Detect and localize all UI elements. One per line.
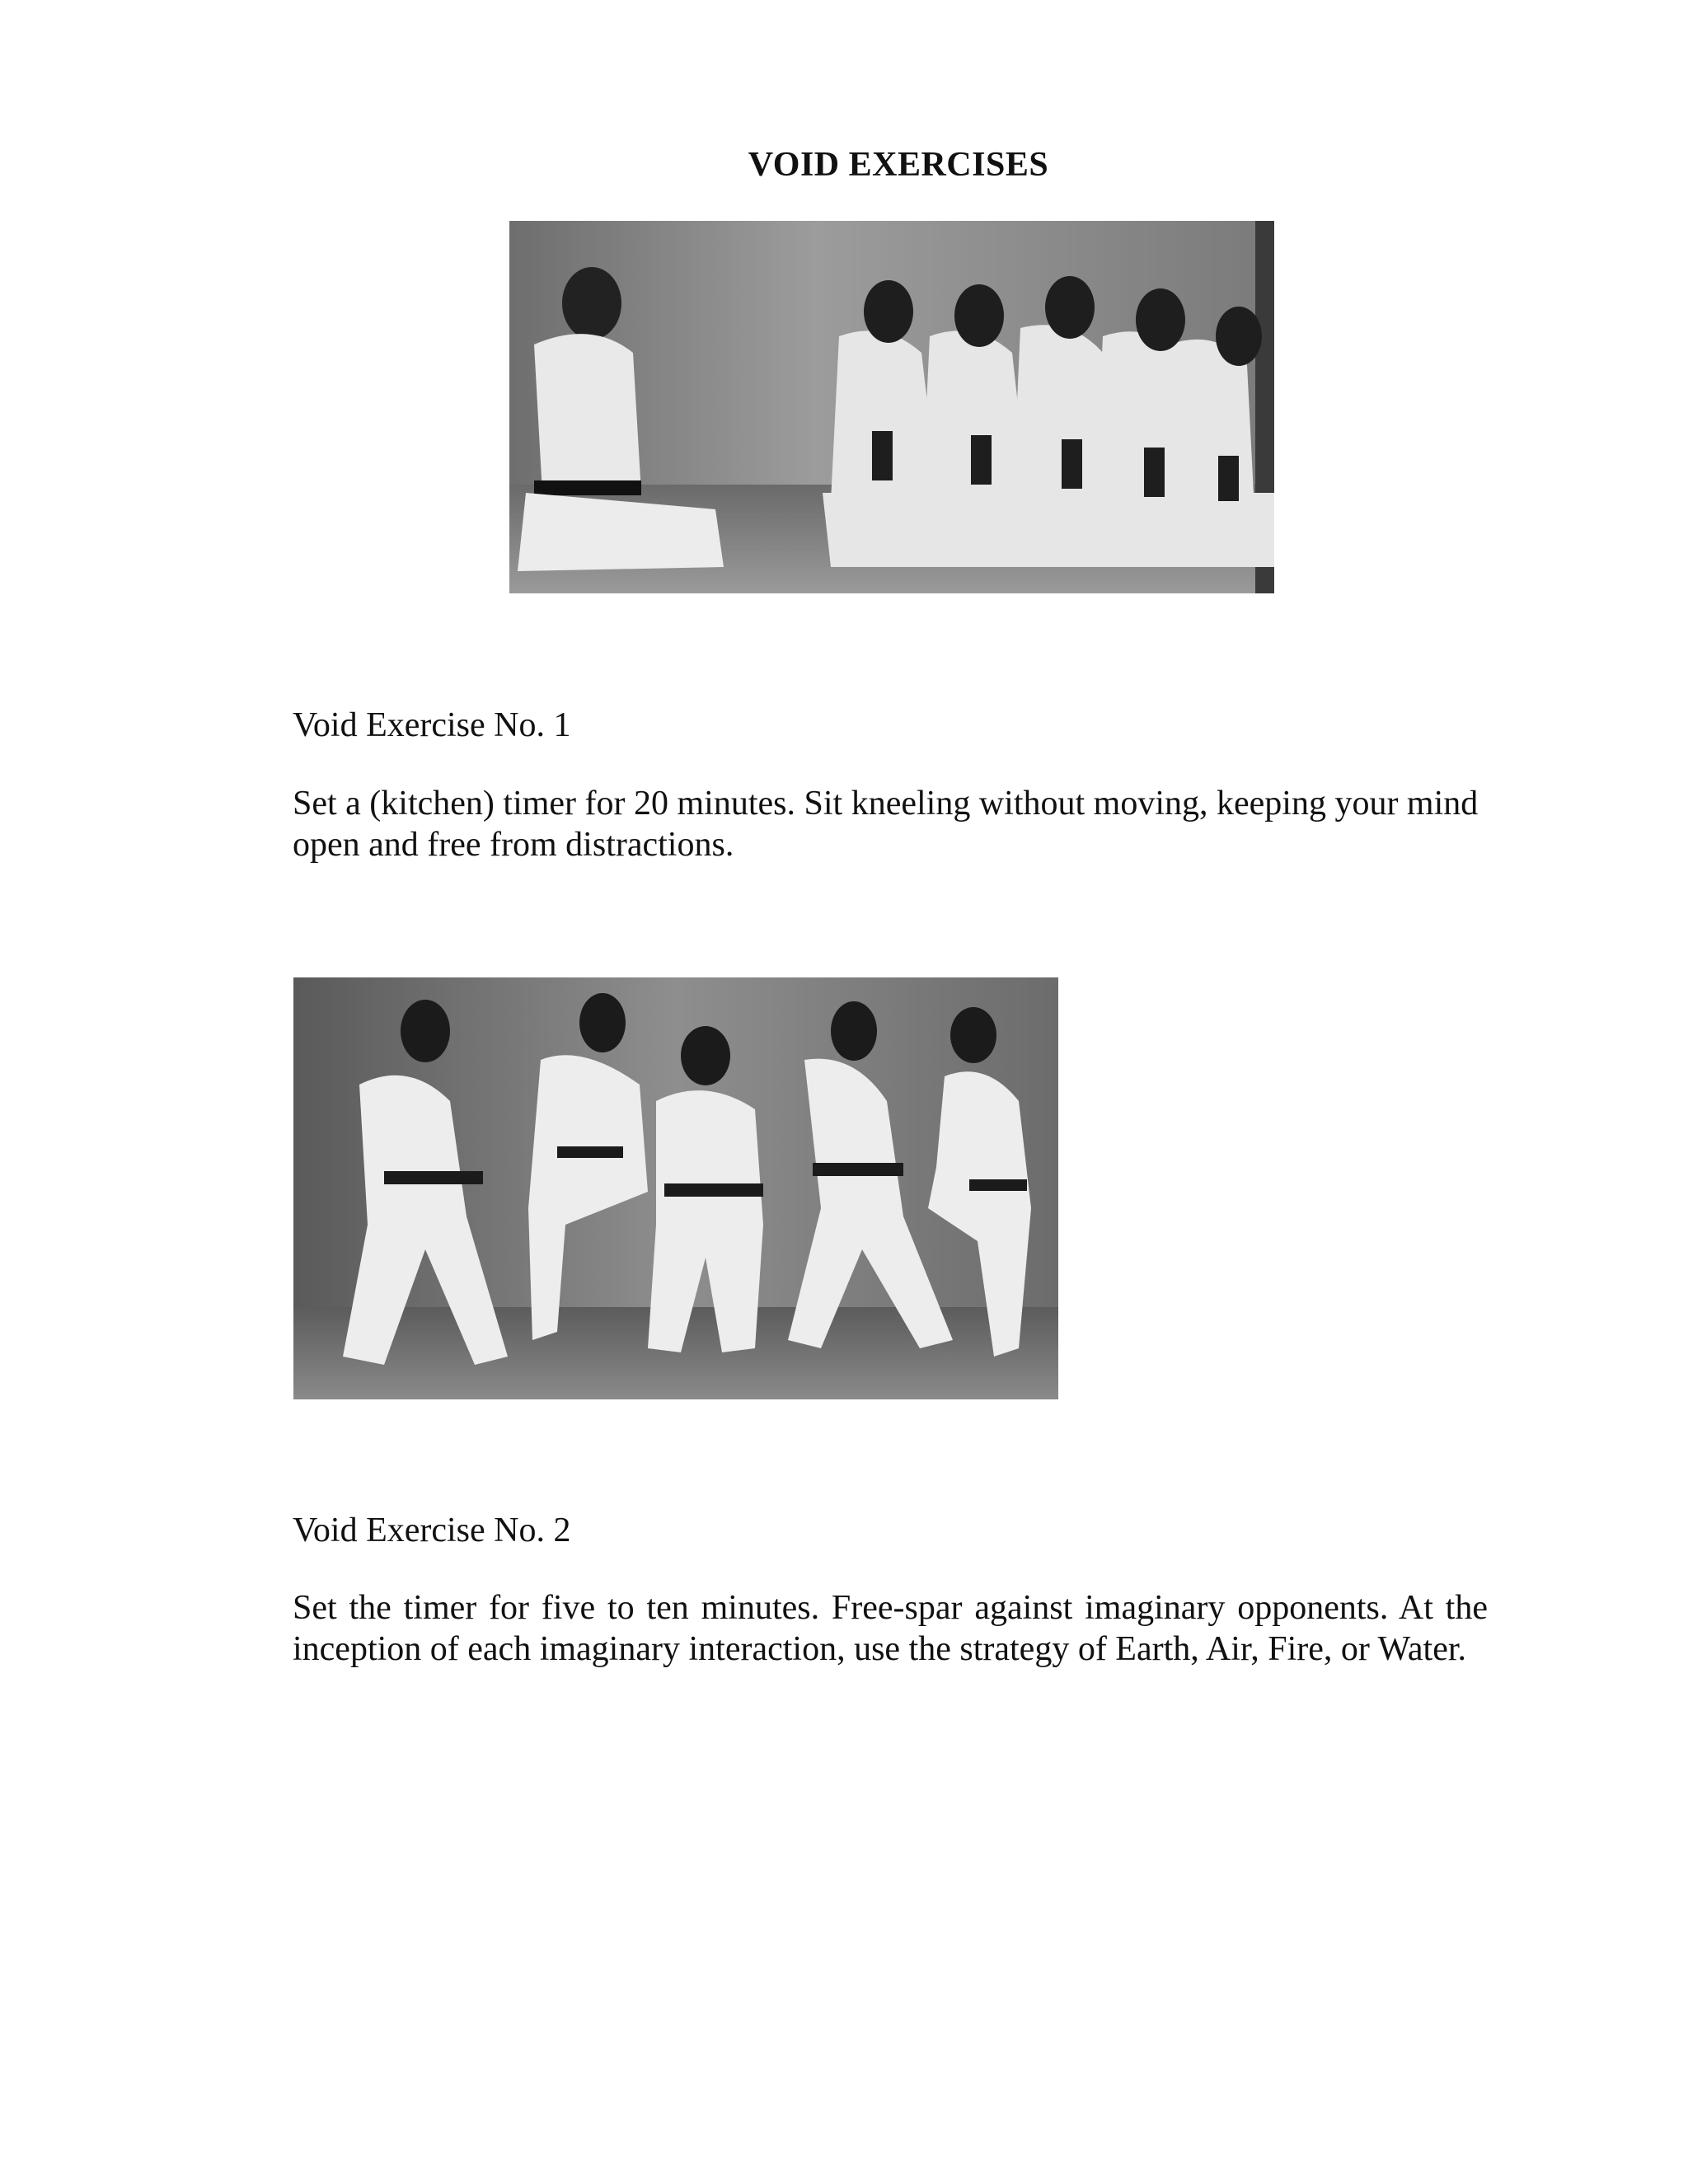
kneeling-class-photo: [509, 221, 1274, 593]
exercise-1-text: Set a (kitchen) timer for 20 minutes. Sit kneeling without moving, keeping your mind open and free from distractions.: [293, 785, 1479, 864]
page-title: VOID EXERCISES: [748, 146, 1049, 184]
sparring-group-photo: [293, 977, 1058, 1399]
exercise-1-heading: Void Exercise No. 1: [293, 706, 571, 744]
exercise-2-heading: Void Exercise No. 2: [293, 1511, 571, 1549]
exercise-2-text: Set the timer for five to ten minutes. Free-spar against imaginary opponents. At the inception of each imaginary interaction, use the strategy of Earth, Air, Fire, or Water.: [293, 1589, 1488, 1668]
